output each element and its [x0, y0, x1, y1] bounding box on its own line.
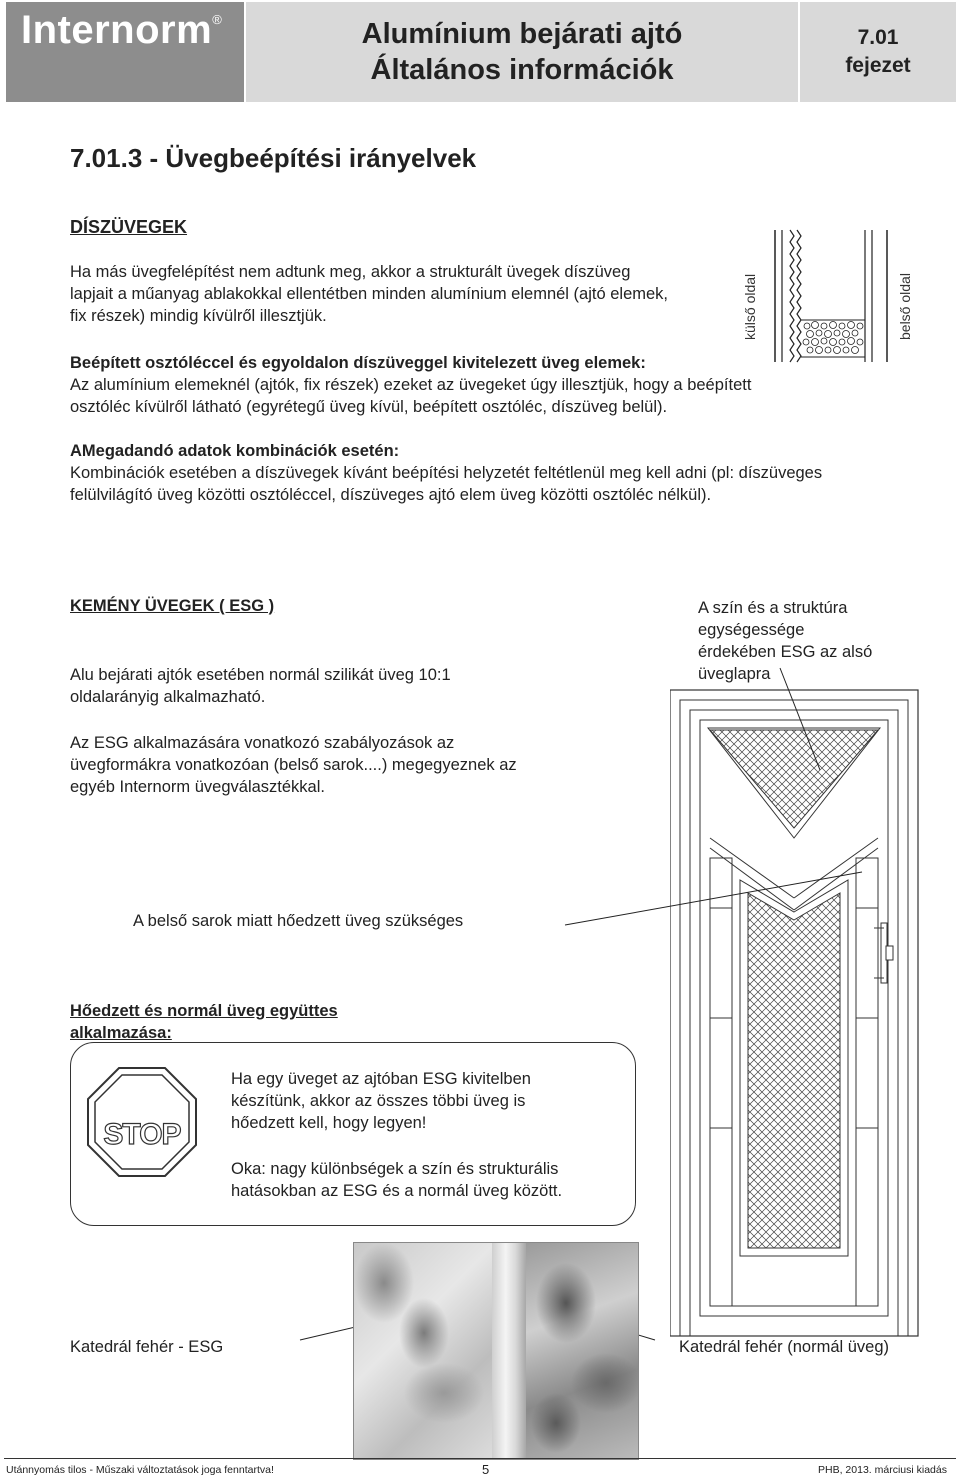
- footer-divider: [4, 1458, 956, 1459]
- section-title: 7.01.3 - Üvegbeépítési irányelvek: [70, 143, 477, 173]
- glass-comparison-photo: [353, 1242, 639, 1460]
- reason-text: [231, 1158, 562, 1202]
- callout-mid: A belső sarok miatt hőedzett üveg szükséges: [133, 912, 464, 930]
- chapter-number: 7.01: [857, 26, 899, 49]
- text-line: oldalarányig alkalmazható.: [70, 688, 266, 706]
- text-line: Kombinációk esetében a díszüvegek kívánt beépítési helyzetét feltétlenül meg kell adni (pl: díszüveges: [70, 464, 823, 482]
- photo-right-glass: [526, 1243, 638, 1459]
- outer-side-label: külső oldal: [742, 273, 758, 340]
- text-line: hatásokban az ESG és a normál üveg között.: [231, 1182, 563, 1200]
- text-line: lapjait a műanyag ablakokkal ellentétben minden alumínium elemnél (ajtó elemek,: [70, 285, 669, 303]
- text-line: Az alumínium elemeknél (ajtók, fix részek) ezeket az üvegeket úgy illesztjük, hogy a beépített: [70, 376, 752, 394]
- text-line: készítünk, akkor az összes többi üveg is: [231, 1092, 526, 1110]
- text-line: érdekében ESG az alsó: [698, 643, 873, 661]
- footer-right: PHB, 2013. márciusi kiadás: [818, 1464, 947, 1476]
- page-number: 5: [482, 1462, 490, 1477]
- header-title-line2: Általános információk: [370, 54, 674, 86]
- stop-sign-text: STOP: [103, 1118, 181, 1151]
- text-line: üvegformákra vonatkozóan (belső sarok....) megegyeznek az: [70, 756, 517, 774]
- mixed-heading: [70, 1000, 338, 1044]
- text-line: Ha más üvegfelépítést nem adtunk meg, akkor a strukturált üvegek díszüveg: [70, 263, 631, 281]
- text-line: Az ESG alkalmazására vonatkozó szabályozások az: [70, 734, 455, 752]
- text-line: Oka: nagy különbségek a szín és strukturális: [231, 1160, 559, 1178]
- chapter-label: fejezet: [845, 54, 911, 77]
- footer-left: Utánnyomás tilos - Műszaki változtatások joga fenntartva!: [6, 1464, 274, 1476]
- inner-side-label: belső oldal: [897, 273, 913, 340]
- warning-text: [231, 1068, 531, 1134]
- photo-label-left: Katedrál fehér - ESG: [70, 1338, 224, 1356]
- text-line: Ha egy üveget az ajtóban ESG kivitelben: [231, 1070, 531, 1088]
- sub2-heading: AMegadandó adatok kombinációk esetén:: [70, 442, 400, 460]
- diszuvegek-heading: DÍSZÜVEGEK: [70, 217, 188, 237]
- text-line: egyéb Internorm üvegválasztékkal.: [70, 778, 325, 796]
- photo-frame-profile: [492, 1243, 526, 1459]
- photo-left-glass: [354, 1243, 492, 1459]
- brand-logo: Internorm®: [21, 8, 223, 52]
- text-line: alkalmazása:: [70, 1024, 172, 1042]
- text-line: A szín és a struktúra: [698, 599, 848, 617]
- photo-label-right: Katedrál fehér (normál üveg): [679, 1338, 890, 1356]
- esg-heading: KEMÉNY ÜVEGEK ( ESG ): [70, 597, 275, 615]
- text-line: Alu bejárati ajtók esetében normál szilikát üveg 10:1: [70, 666, 451, 684]
- text-line: Hőedzett és normál üveg együttes: [70, 1002, 338, 1020]
- text-line: osztóléc kívülről látható (egyrétegű üveg kívül, beépített osztóléc, díszüveg belül).: [70, 398, 668, 416]
- text-line: üveglapra: [698, 665, 771, 683]
- text-line: fix részek) mindig kívülről illesztjük.: [70, 307, 327, 325]
- text-line: felülvilágító üveg közötti osztóléccel, díszüveges ajtó elem üveg közötti osztóléc nélkül).: [70, 486, 712, 504]
- sub1-heading: Beépített osztóléccel és egyoldalon díszüveggel kivitelezett üveg elemek:: [70, 354, 646, 372]
- header-title-line1: Alumínium bejárati ajtó: [361, 18, 683, 50]
- text-line: hőedzett kell, hogy legyen!: [231, 1114, 427, 1132]
- text-line: egységessége: [698, 621, 805, 639]
